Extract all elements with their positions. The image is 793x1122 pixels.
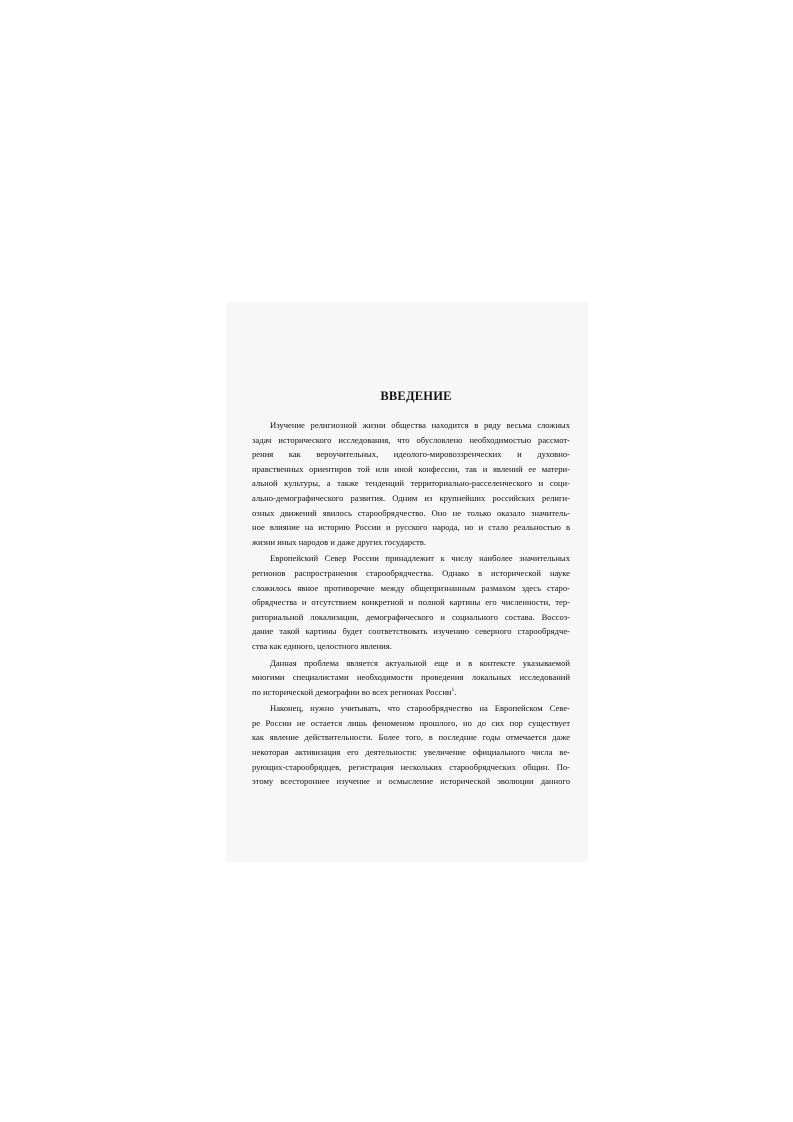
text-line: сложилось явное противоречие между общепризнанным размахом здесь старо- xyxy=(252,582,570,593)
document-body xyxy=(252,389,570,789)
text-line: альной культуры, а также тенденций территориально-расселенческого и соци- xyxy=(252,478,570,489)
paragraph-4 xyxy=(252,701,570,789)
text-line: ре России не остается лишь феноменом прошлого, но до сих пор существует xyxy=(252,717,570,728)
text-line: ства как единого, целостного явления. xyxy=(252,640,392,651)
text-line: Наконец, нужно учитывать, что старообрядчество на Европейском Севе- xyxy=(270,703,570,714)
text-line: обрядчества и отсутствием конкретной и полной картины его численности, тер- xyxy=(252,597,570,608)
paragraph-2 xyxy=(252,551,570,653)
text-line: задач исторического исследования, что обусловлено необходимостью рассмот- xyxy=(252,434,570,445)
page-title: ВВЕДЕНИЕ xyxy=(380,389,452,403)
paragraph-1 xyxy=(252,418,570,549)
text-line: этому всестороннее изучение и осмысление исторической эволюции данного xyxy=(252,776,570,787)
text-line-with-footnote: по исторической демографии во всех регионах России$^1$. xyxy=(252,686,457,697)
text-line: некоторая активизация его деятельности: увеличение официального числа ве- xyxy=(252,747,570,758)
text-line: рующих-старообрядцев, регистрация нескольких старообрядческих общин. По- xyxy=(252,761,570,772)
paragraph-3 xyxy=(252,656,570,700)
text-line: Изучение религиозной жизни общества находится в ряду весьма сложных xyxy=(270,420,570,430)
text-line: многими специалистами необходимости проведения локальных исследований xyxy=(252,672,570,683)
text-line: Европейский Север России принадлежит к числу наиболее значительных xyxy=(270,553,570,564)
text-line: рения как вероучительных, идеолого-мировоззренческих и духовно- xyxy=(252,449,570,460)
text-line: ально-демографического развития. Одним из крупнейших российских религи- xyxy=(252,492,570,503)
footnote-mark[interactable]: 1 xyxy=(451,686,455,693)
text-line: озных движений явилось старообрядчество. Оно не только оказало значитель- xyxy=(252,507,570,518)
text-line: жизни иных народов и даже других государств. xyxy=(252,536,427,547)
text-line: как явление действительности. Более того, в последние годы отмечается даже xyxy=(252,732,570,743)
text-line: регионов распространения старообрядчества. Однако в исторической науке xyxy=(252,567,570,578)
text-line: ное влияние на историю России и русского народа, но и стало реальностью в xyxy=(252,522,570,533)
text-line: по исторической демографии во всех регионах России xyxy=(252,686,452,697)
text-line: риториальной локализации, демографического и социального состава. Воссоз- xyxy=(252,611,570,622)
text-line: Данная проблема является актуальной еще и в контексте указываемой xyxy=(270,657,570,668)
text-line: нравственных ориентиров той или иной конфессии, так и явлений ее матери- xyxy=(252,463,570,474)
text-line: дание такой картины будет соответствовать изучению северного старообрядче- xyxy=(252,626,570,637)
